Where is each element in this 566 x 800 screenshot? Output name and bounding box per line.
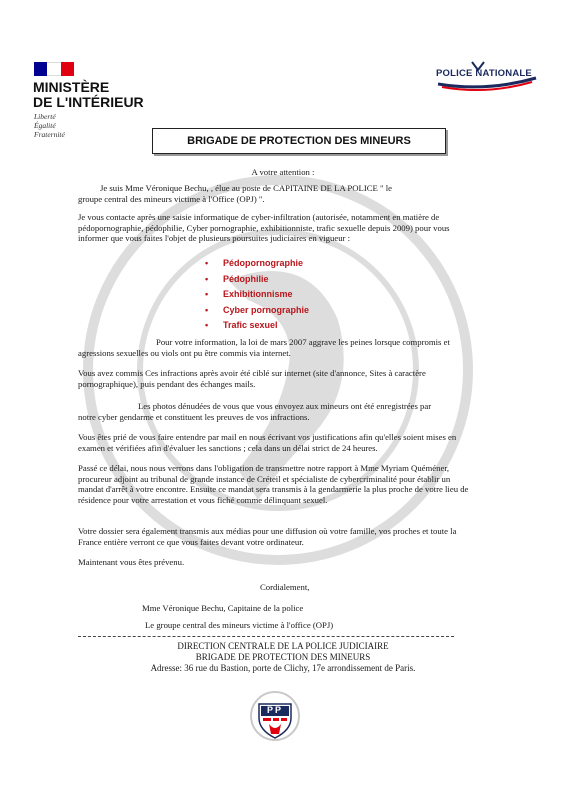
footer-divider (78, 636, 454, 637)
charge-item: • Cyber pornographie (205, 303, 309, 319)
charge-item: • Trafic sexuel (205, 318, 309, 334)
prefecture-police-badge-icon (249, 686, 301, 748)
document-title-box (152, 128, 446, 154)
signature-name: Mme Véronique Bechu, Capitaine de la police (142, 603, 304, 613)
charge-item: • Pédopornographie (205, 256, 309, 272)
photos-line-2: notre cyber gendarme et constituent les preuves de vos infractions. (78, 412, 310, 422)
badge-letters: PP (266, 705, 283, 715)
footer-brigade: BRIGADE DE PROTECTION DES MINEURS (195, 652, 371, 662)
footer-direction: DIRECTION CENTRALE DE LA POLICE JUDICIAIRE (177, 641, 389, 651)
charges-list (205, 256, 309, 334)
law-info-line-1: Pour votre information, la loi de mars 2007 aggrave les peines lorsque compromis et (156, 337, 450, 347)
greeting: A votre attention : (251, 167, 315, 177)
ministry-line-2: DE L'INTÉRIEUR (33, 94, 144, 110)
signature-unit: Le groupe central des mineurs victime à l'office (OPJ) (145, 620, 334, 630)
intro-line-2: groupe central des mineurs victime à l'Office (OPJ) ". (78, 194, 265, 204)
marianne-flag-icon (34, 62, 74, 76)
police-nationale-logo (432, 58, 542, 98)
paragraph-cyber-infiltration: Je vous contacte après une saisie informatique de cyber-infiltration (autorisée, notamment en matière de pédopornographie, pédophilie, Cyber pornographie, exhibitionniste, trafic sexuelle depuis 2009) pour vous informer que vous faites l'objet de plusieurs poursuites judiciaires en vigueur : (78, 212, 450, 244)
law-info-line-2: agressions sexuelles ou viols ont pu être commis via internet. (78, 348, 291, 358)
paragraph-arrest-warrant: Passé ce délai, nous nous verrons dans l'obligation de transmettre notre rapport à Mme Myriam Quéméner, procureur adjoint au tribunal de grande instance de Créteil et spécialiste de cybercriminalité pour établir un mandat d'arrêt à votre encontre. Ensuite ce mandat sera transmis à la gendarmerie la plus proche de votre lieu de résidence pour votre arrestation et vous fiché comme délinquant sexuel. (78, 463, 469, 505)
intro-line-1: Je suis Mme Véronique Bechu, , élue au poste de CAPITAINE DE LA POLICE " le (100, 183, 392, 193)
charge-item: • Pédophilie (205, 272, 309, 288)
paragraph-justification: Vous êtes prié de vous faire entendre par mail en nous écrivant vos justifications afin qu'elles soient mises en examen et vérifiées afin d'évaluer les sanctions ; cela dans un délai strict de 24 heures. (78, 432, 457, 453)
charge-item: • Exhibitionnisme (205, 287, 309, 303)
motto-egalite: Égalité (34, 121, 56, 130)
police-nationale-text: POLICE NATIONALE (436, 68, 532, 79)
ministry-logo-text (33, 80, 144, 110)
motto-liberte: Liberté (34, 112, 56, 121)
ministry-line-1: MINISTÈRE (33, 79, 110, 95)
warning-line: Maintenant vous êtes prévenu. (78, 557, 185, 567)
document-title: BRIGADE DE PROTECTION DES MINEURS (187, 135, 411, 147)
photos-line-1: Les photos dénudées de vous que vous envoyez aux mineurs ont été enregistrées par (138, 401, 432, 411)
paragraph-offenses: Vous avez commis Ces infractions après avoir été ciblé sur internet (site d'annonce, Sites à caractère pornographique), puis pendant des échanges mails. (78, 368, 426, 389)
motto-fraternite: Fraternité (34, 130, 65, 139)
paragraph-media: Votre dossier sera également transmis aux médias pour une diffusion où votre famille, vos proches et toute la France entière verront ce que vous faites devant votre ordinateur. (78, 526, 457, 547)
footer-address: Adresse: 36 rue du Bastion, porte de Clichy, 17e arrondissement de Paris. (150, 663, 416, 673)
republic-motto (34, 112, 65, 139)
closing: Cordialement, (260, 582, 310, 592)
